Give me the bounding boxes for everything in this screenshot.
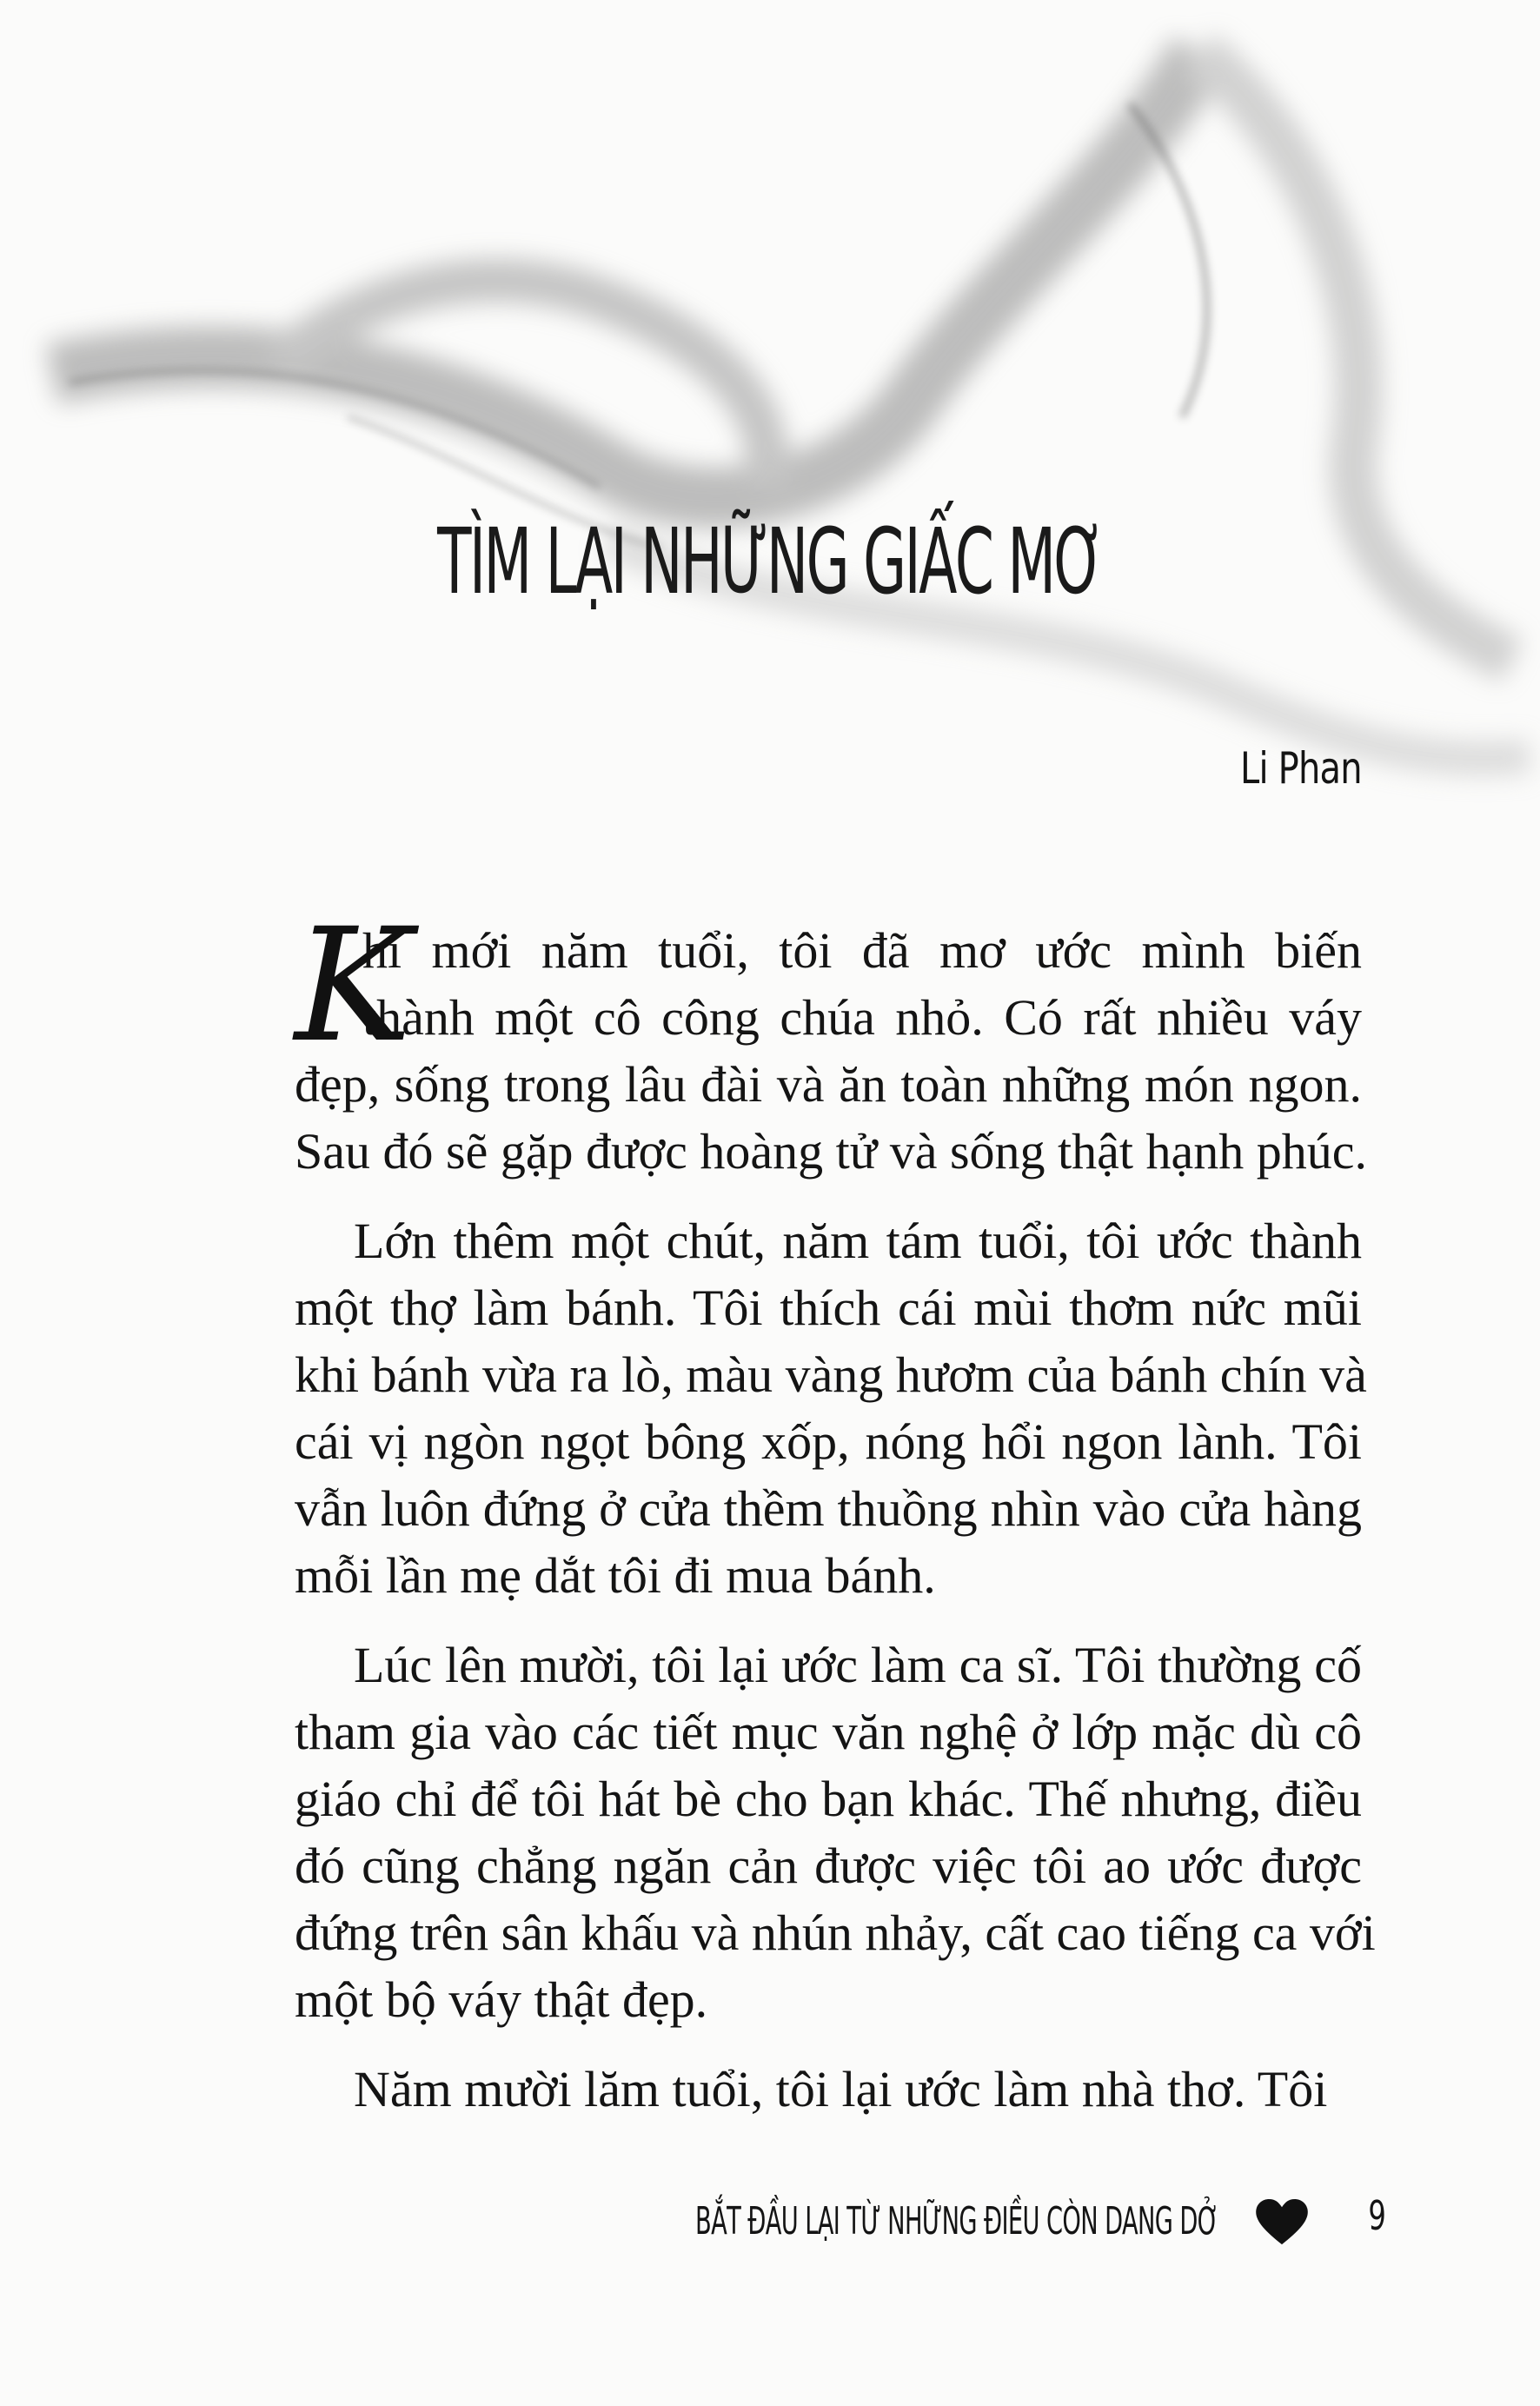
text-line: tham gia vào các tiết mục văn nghệ ở lớp mặc dù cô [295,1704,1362,1760]
text-line: khi bánh vừa ra lò, màu vàng hươm của bánh chín và [295,1346,1367,1403]
text-line: đẹp, sống trong lâu đài và ăn toàn những món ngon. [295,1056,1362,1113]
page-footer [695,2190,1386,2251]
drop-cap: K [295,895,412,1077]
chapter-title: TÌM LẠI NHỮNG GIẤC MƠ [437,508,1103,615]
text-line: một bộ váy thật đẹp. [295,1971,708,2028]
feather-illustration [0,0,1540,869]
text-line: đó cũng chẳng ngăn cản được việc tôi ao ước được [295,1838,1362,1894]
paragraph [295,895,1367,1185]
text-line: một thợ làm bánh. Tôi thích cái mùi thơm nức mũi [295,1279,1362,1336]
text-line: đứng trên sân khấu và nhún nhảy, cất cao tiếng ca với [295,1904,1376,1961]
text-line: Lúc lên mười, tôi lại ước làm ca sĩ. Tôi thường cố [354,1637,1362,1693]
text-line: mỗi lần mẹ dắt tôi đi mua bánh. [295,1547,936,1604]
paragraph [295,1632,1376,2033]
text-line: Lớn thêm một chút, năm tám tuổi, tôi ước thành [354,1213,1362,1269]
text-line: Năm mười lăm tuổi, tôi lại ước làm nhà thơ. Tôi [354,2061,1328,2117]
paragraph [295,2056,1362,2123]
text-line: hi mới năm tuổi, tôi đã mơ ước mình biến [362,922,1362,979]
running-title: BẮT ĐẦU LẠI TỪ NHỮNG ĐIỀU CÒN DANG DỞ [695,2198,1219,2243]
text-line: Sau đó sẽ gặp được hoàng tử và sống thật hạnh phúc. [295,1123,1367,1180]
text-line: cái vị ngòn ngọt bông xốp, nóng hổi ngon lành. Tôi [295,1413,1362,1470]
body-text [295,895,1376,2145]
paragraph [295,1207,1367,1609]
heart-icon [1256,2199,1308,2246]
text-line: thành một cô công chúa nhỏ. Có rất nhiều váy [362,989,1362,1046]
text-line: giáo chỉ để tôi hát bè cho bạn khác. Thế nhưng, điều [295,1771,1362,1827]
page-number: 9 [1368,2192,1386,2239]
text-line: vẫn luôn đứng ở cửa thềm thuồng nhìn vào cửa hàng [295,1480,1362,1537]
author-name: Li Phan [1240,743,1362,794]
